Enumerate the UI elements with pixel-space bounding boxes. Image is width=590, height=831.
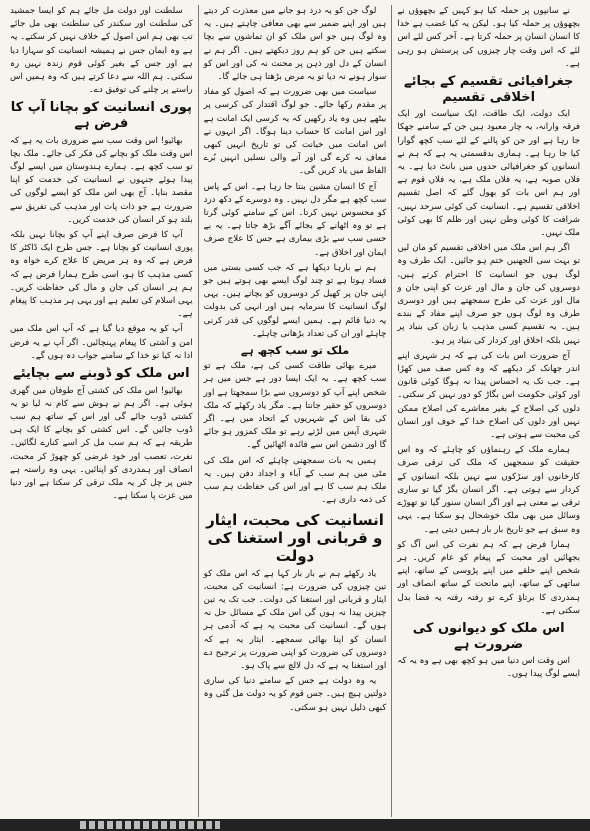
article-paragraph: میرے بھائی طاقت کسی کی ہے، ملک ہے تو سب کچھ ہے۔ یہ ایک ایسا دور ہے جس میں ہر شخص اپنے آپ کو دوسروں سے بڑا سمجھتا ہے اور دوسروں کو حقیر جانتا ہے۔ مگر یاد رکھئے کہ ملک کی بقا اس کے شہریوں کے اتحاد میں ہے۔ اگر شہری آپس میں لڑتے رہے تو ملک کمزور ہو جائے گا اور دشمن اس سے فائدہ اٹھائیں گے۔ [203,361,387,451]
article-paragraph: ایک دولت، ایک طاقت، ایک سیاست اور ایک فرقہ وارانہ، یہ چار معبود ہیں جن کے سامنے جھکا جا رہا ہے اور جن کو پالنے کے لئے سب کچھ گوارا کیا جا رہا ہے۔ ہماری بدقسمتی یہ ہے کہ ہم نے انسانوں کو جغرافیائی حدوں میں بانٹ دیا ہے۔ یہ فلاں صوبہ ہے، یہ فلاں ملک ہے، یہ فلاں قوم ہے اور ہم اس بات کو بھول گئے کہ اصل تقسیم اخلاقی تقسیم ہے۔ انسانیت کی کوئی سرحد نہیں، شرافت کا کوئی وطن نہیں اور ظلم کا بھی کوئی ملک نہیں۔ [397,109,580,239]
article-heading: اس ملک کو ڈوبنے سے بچایئے [13,366,190,382]
article-paragraph: سلطنت اور دولت مل جائے ہم کو ایسا جمشید کی سلطنت اور سکندر کی سلطنت بھی مل جائے تب بھی ہم اس اصول کے خلاف نہیں کر سکتے۔ یہ ہے وہ ایمان جس نے ہمیشہ انسانیت کو سہارا دیا ہے اور جس کے بغیر کوئی قوم زندہ نہیں رہ سکتی۔ ہم اللہ سے دعا کرتے ہیں کہ وہ ہمیں اس راستے پر چلنے کی توفیق دے۔ [9,6,193,96]
article-paragraph: بھائیو! اس وقت سب سے ضروری بات یہ ہے کہ اس وقت ملک کو بچانے کی فکر کی جائے۔ ملک بچا تو سب کچھ ہے۔ ہمارے ہندوستان میں ایسے لوگ پیدا ہوئے جنہوں نے انسانیت کی خدمت کو اپنا مقصد بنایا۔ آج بھی اس ملک کو ایسے لوگوں کی ضرورت ہے جو ذات پات اور مذہب کی تفریق سے بلند ہو کر انسان کی خدمت کریں۔ [9,135,193,225]
article-paragraph: آپ کو یہ موقع دیا گیا ہے کہ آپ اس ملک میں امن و آشتی کا پیغام پہنچائیں۔ اگر آپ نے یہ فرض ادا نہ کیا تو خدا کے سامنے جواب دہ ہوں گے۔ [9,324,193,361]
article-heading: جغرافیائی تقسیم کے بجائے اخلاقی تقسیم [403,74,574,105]
column-right [392,5,585,817]
article-paragraph: اگر ہم اس ملک میں اخلاقی تقسیم کو مان لیں تو بہت سی الجھنیں ختم ہو جائیں۔ ایک طرف وہ لوگ ہوں جو انسانیت کا احترام کرتے ہیں، دوسروں کی جان و مال اور عزت کو اپنی جان و مال اور عزت کی طرح سمجھتے ہیں اور دوسری طرف وہ لوگ ہوں جو صرف اپنے مفاد کے بندے ہیں۔ یہ تقسیم کسی مذہب یا زبان کی بنیاد پر نہیں بلکہ اخلاق اور کردار کی بنیاد پر ہو۔ [397,243,580,346]
article-paragraph: سیاست میں بھی ضرورت ہے کہ اصول کو مفاد پر مقدم رکھا جائے۔ جو لوگ اقتدار کی کرسی پر بیٹھے ہیں وہ یاد رکھیں کہ یہ کرسی ایک امانت ہے اور اس امانت کا حساب دینا ہوگا۔ اگر انہوں نے اس امانت میں خیانت کی تو تاریخ انہیں کبھی معاف نہ کرے گی اور آنے والی نسلیں انہیں بُرے الفاظ میں یاد کریں گی۔ [203,87,387,177]
article-paragraph: اس وقت اس دنیا میں ہو کچھ بھی ہے وہ یہ کہ ایسے لوگ پیدا ہوں۔ [397,656,580,680]
article-paragraph: ہم نے بارہا دیکھا ہے کہ جب کسی بستی میں فساد ہوتا ہے تو چند لوگ ایسے بھی ہوتے ہیں جو اپنی جان پر کھیل کر دوسروں کو بچاتے ہیں۔ یہی لوگ انسانیت کا سرمایہ ہیں اور انہی کی بدولت یہ دنیا قائم ہے۔ ہمیں ایسے لوگوں کی قدر کرنی چاہئے اور ان کی تعداد بڑھانی چاہئے۔ [203,262,387,339]
article-paragraph: یاد رکھئے ہم نے بار بار کہا ہے کہ اس ملک کو تین چیزوں کی ضرورت ہے: انسانیت کی محبت، ایثار و قربانی اور استغنا کی دولت۔ جب تک یہ تین چیزیں پیدا نہ ہوں گی اس ملک کے مسائل حل نہ ہوں گے۔ انسانیت کی محبت یہ ہے کہ آدمی ہر انسان کو اپنا بھائی سمجھے۔ ایثار یہ ہے کہ دوسروں کی ضرورت کو اپنی ضرورت پر ترجیح دے اور استغنا یہ ہے کہ دل لالچ سے پاک ہو۔ [203,568,387,671]
column-left [5,5,199,817]
column-middle [199,5,393,817]
article-paragraph: آج ضرورت اس بات کی ہے کہ ہر شہری اپنے اندر جھانک کر دیکھے کہ وہ کس صف میں کھڑا ہے۔ جب تک یہ احساس پیدا نہ ہوگا کوئی قانون اور کوئی حکومت اس بگاڑ کو دور نہیں کر سکتی۔ دلوں کی اصلاح کے بغیر معاشرے کی اصلاح ممکن نہیں اور دلوں کی اصلاح خدا کے خوف اور انسان کی محبت سے ہوتی ہے۔ [397,350,580,441]
article-paragraph: یہ وہ دولت ہے جس کے سامنے دنیا کی ساری دولتیں ہیچ ہیں۔ جس قوم کو یہ دولت مل گئی وہ کبھی ذلیل نہیں ہو سکتی۔ [203,676,387,713]
article-paragraph: نے سانپوں پر حملہ کیا ہو کہیں کے بچھوؤں نے بچھوؤں پر حملہ کیا ہو۔ لیکن یہ کیا غضب ہے خدا کا انسان انسان پر حملہ کرتا ہے۔ آخر کس لئے اس لئے کہ اس وقت چار چیزوں کی پرستش ہو رہی ہے۔ [397,6,580,69]
article-paragraph: ہمارا فرض ہے کہ ہم نفرت کی اس آگ کو بجھائیں اور محبت کے پیغام کو عام کریں۔ ہر شخص اپنے حلقے میں اپنے پڑوسی کے ساتھ، اپنے ساتھی کے ساتھ، اپنے ماتحت کے ساتھ انصاف اور ہمدردی کا برتاؤ کرے تو رفتہ رفتہ یہ فضا بدل سکتی ہے۔ [397,539,580,616]
article-heading: ملک تو سب کچھ ہے [240,344,350,358]
article-paragraph: آج کا انسان مشین بنتا جا رہا ہے۔ اس کے پاس سب کچھ ہے مگر دل نہیں۔ وہ دوسرے کے دکھ درد کو محسوس نہیں کرتا۔ اس کے سامنے کوئی گرتا ہے تو وہ اٹھانے کے بجائے آگے بڑھ جاتا ہے۔ یہ بے حسی سب سے بڑی بیماری ہے جس کا علاج صرف ایمان اور اخلاق ہے۔ [203,181,387,258]
article-paragraph: آپ کا فرض صرف اپنے آپ کو بچانا نہیں بلکہ پوری انسانیت کو بچانا ہے۔ جس طرح ایک ڈاکٹر کا فرض ہے کہ وہ ہر مریض کا علاج کرے خواہ وہ کسی مذہب کا ہو، اسی طرح ہمارا فرض ہے کہ ہم ہر انسان کی جان و مال کی حفاظت کریں۔ یہی اسلام کی تعلیم ہے اور یہی ہر مذہب کا پیغام ہے۔ [9,230,193,320]
article-paragraph: بھائیو! اس ملک کی کشتی آج طوفان میں گھری ہوئی ہے۔ اگر ہم نے ہوش سے کام نہ لیا تو یہ کشتی ڈوب جائے گی اور اس کے ساتھ ہم سب ڈوب جائیں گے۔ اس کشتی کو بچانے کا ایک ہی طریقہ ہے کہ ہم سب مل کر اسے کنارے لگائیں۔ نفرت، تعصب اور خود غرضی کو چھوڑ کر محبت، انصاف اور ہمدردی کو اپنائیں۔ یہی وہ راستہ ہے جس پر چل کر یہ ملک ترقی کر سکتا ہے اور دنیا میں عزت پا سکتا ہے۔ [9,385,193,502]
footer-pattern [80,821,220,829]
article-heading: انسانیت کی محبت، ایثار و قربانی اور استغنا کی دولت [206,510,384,565]
article-paragraph: لوگ جن کو یہ درد ہو جانے میں معذرت کر دیتے ہیں اور اپنے ضمیر سے بھی معافی چاہتے ہیں۔ یہ وہ لوگ ہیں جو اس ملک کو ان تماشوں سے بچا سکتے ہیں جن کو ہم روز دیکھتے ہیں۔ اگر ہم نے انسان کے دل اور ذہن پر محنت نہ کی اور اس کو سوار ہونے نہ دیا تو یہ مرض بڑھتا ہی جائے گا۔ [203,6,387,83]
article-paragraph: ہمیں یہ بات سمجھنی چاہئے کہ اس ملک کی مٹی میں ہم سب کے آباء و اجداد دفن ہیں۔ یہ ملک ہم سب کا ہے اور اس کی حفاظت ہم سب کی ذمہ داری ہے۔ [203,455,387,506]
article-paragraph: ہمارے ملک کے رہنماؤں کو چاہئے کہ وہ اس حقیقت کو سمجھیں کہ ملک کی ترقی صرف کارخانوں اور سڑکوں سے نہیں بلکہ انسانوں کے کردار سے ہوتی ہے۔ اگر انسان بگڑ گیا تو ساری ترقی بے معنی ہے اور اگر انسان سنور گیا تو تھوڑے وسائل میں بھی ملک خوشحال ہو سکتا ہے۔ یہی وہ سبق ہے جو تاریخ بار بار ہمیں دیتی ہے۔ [397,445,580,535]
footer-strip [0,819,590,831]
article-heading: اس ملک کو دیوانوں کی ضرورت ہے [412,620,565,652]
article-heading: پوری انسانیت کو بچانا آپ کا فرض ہے [10,100,192,132]
